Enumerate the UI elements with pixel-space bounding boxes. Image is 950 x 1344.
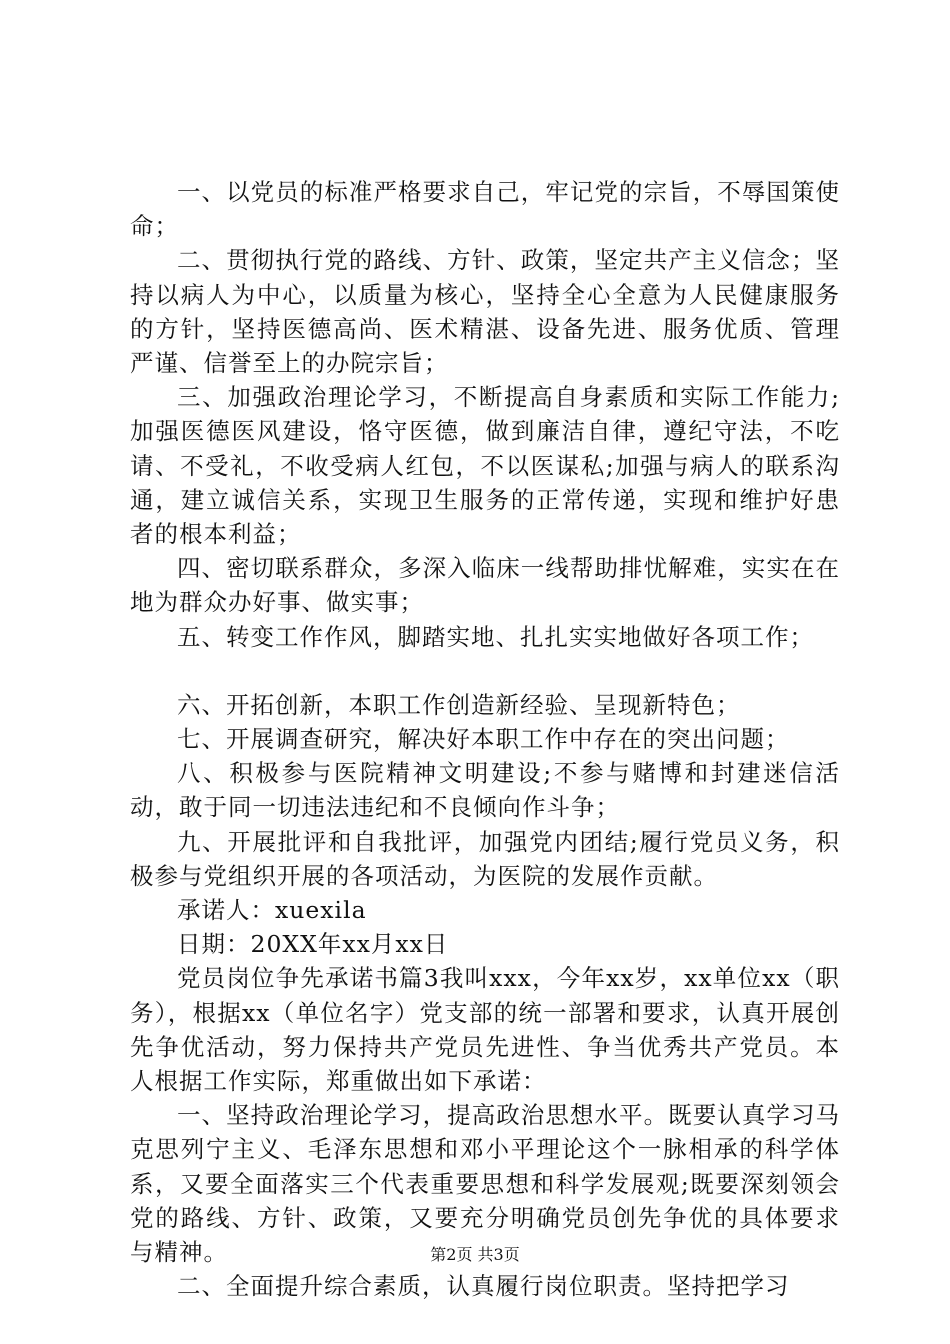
paragraph-1: 一、以党员的标准严格要求自己，牢记党的宗旨，不辱国策使命； (130, 178, 840, 241)
paragraph-7: 七、开展调查研究，解决好本职工作中存在的突出问题； (177, 725, 790, 754)
paragraph-9: 九、开展批评和自我批评，加强党内团结;履行党员义务，积极参与党组织开展的各项活动，为医院的发展作贡献。 (130, 827, 840, 890)
paragraph-commitment-2: 二、全面提升综合素质，认真履行岗位职责。坚持把学习 (177, 1272, 790, 1301)
date-line: 日期：20XX年xx月xx日 (177, 930, 449, 959)
signatory-line: 承诺人：xuexila (177, 896, 367, 925)
paragraph-5: 五、转变工作作风，脚踏实地、扎扎实实地做好各项工作； (177, 622, 814, 651)
paragraph-4: 四、密切联系群众，多深入临床一线帮助排忧解难，实实在在地为群众办好事、做实事； (130, 554, 840, 617)
paragraph-commitment-1: 一、坚持政治理论学习，提高政治思想水平。既要认真学习马克思列宁主义、毛泽东思想和邓小平理论这个一脉相承的科学体系，又要全面落实三个代表重要思想和科学发展观;既要深刻领会党的路线、方针、政策，又要充分明确党员创先争优的具体要求与精神。 (130, 1101, 840, 1267)
paragraph-8: 八、积极参与医院精神文明建设;不参与赌博和封建迷信活动，敢于同一切违法违纪和不良倾向作斗争； (130, 759, 840, 822)
page-number-footer: 第2页 共3页 (430, 1245, 520, 1264)
paragraph-intro-part-3: 党员岗位争先承诺书篇3我叫xxx，今年xx岁，xx单位xx（职务），根据xx（单位名字）党支部的统一部署和要求，认真开展创先争优活动，努力保持共产党员先进性、争当优秀共产党员。本人根据工作实际，郑重做出如下承诺： (130, 964, 840, 1096)
paragraph-2: 二、贯彻执行党的路线、方针、政策，坚定共产主义信念；坚持以病人为中心，以质量为核心，坚持全心全意为人民健康服务的方针，坚持医德高尚、医术精湛、设备先进、服务优质、管理严谨、信誉至上的办院宗旨； (130, 246, 840, 378)
paragraph-3: 三、加强政治理论学习，不断提高自身素质和实际工作能力;加强医德医风建设，恪守医德，做到廉洁自律，遵纪守法，不吃请、不受礼，不收受病人红包，不以医谋私;加强与病人的联系沟通，建立诚信关系，实现卫生服务的正常传递，实现和维护好患者的根本利益； (130, 383, 840, 549)
paragraph-6: 六、开拓创新，本职工作创造新经验、呈现新特色； (177, 690, 741, 719)
document-body (130, 175, 840, 1304)
